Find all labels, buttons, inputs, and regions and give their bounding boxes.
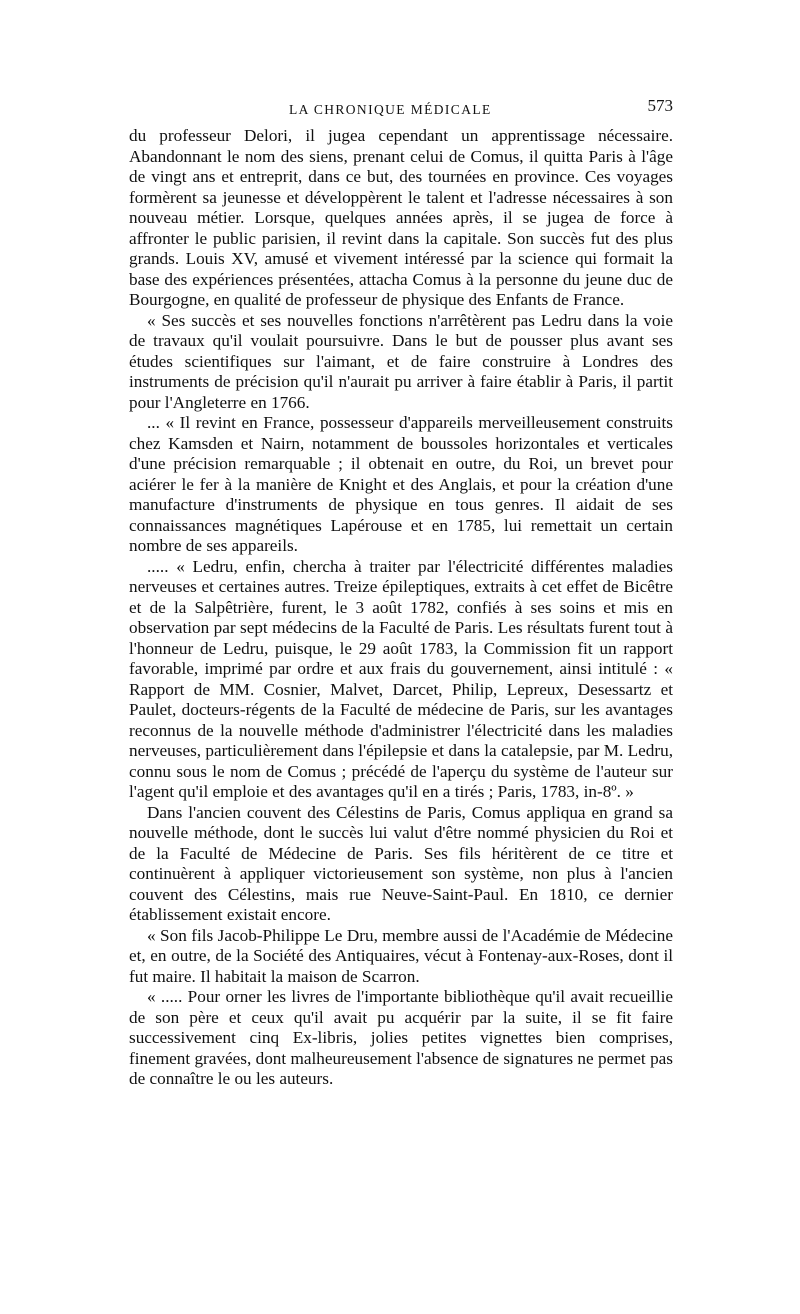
paragraph: Dans l'ancien couvent des Célestins de Paris, Comus appliqua en grand sa nouvelle méthode, dont le succès lui valut d'être nommé physicien du Roi et de la Faculté de Médecine de Paris. Ses fils héritèrent de ce titre et continuèrent à appliquer victorieusement son système, non plus à l'ancien couvent des Célestins, mais rue Neuve-Saint-Paul. En 1810, ce dernier établissement existait encore. bbox=[129, 802, 673, 924]
paragraph: ..... « Ledru, enfin, chercha à traiter par l'électricité différentes maladies nerveuses et certaines autres. Treize épileptiques, extraits à cet effet de Bicêtre et de la Salpêtrière, furent, le 3 août 1782, confiés à ses soins et mis en observation par sept médecins de la Faculté de Paris. Les résultats furent tout à l'honneur de Ledru, puisque, le 29 août 1783, la Commission fit un rapport favorable, imprimé par ordre et aux frais du gouvernement, ainsi intitulé : « Rapport de MM. Cosnier, Malvet, Darcet, Philip, Lepreux, Desessartz et Paulet, docteurs-régents de la Faculté de médecine de Paris, sur les avantages reconnus de la nouvelle méthode d'administrer l'électricité dans les maladies nerveuses, particulièrement dans l'épilepsie et dans la catalepsie, par M. Ledru, connu sous le nom de Comus ; précédé de l'aperçu du système de l'auteur sur l'agent qu'il emploie et des avantages qu'il en a tirés ; Paris, 1783, in-8º. » bbox=[129, 556, 673, 801]
paragraph: du professeur Delori, il jugea cependant un apprentissage nécessaire. Abandonnant le nom des siens, prenant celui de Comus, il quitta Paris à l'âge de vingt ans et entreprit, dans ce but, des tournées en province. Ces voyages formèrent sa jeunesse et développèrent le talent et l'adresse nécessaires à son nouveau métier. Lorsque, quelques années après, il se jugea de force à affronter le public parisien, il revint dans la capitale. Son succès fut des plus grands. Louis XV, amusé et vivement intéressé par la science qui formait la base des expériences présentées, attacha Comus à la personne du jeune duc de Bourgogne, en qualité de professeur de physique des Enfants de France. bbox=[129, 126, 673, 309]
paragraph: « Son fils Jacob-Philippe Le Dru, membre aussi de l'Académie de Médecine et, en outre, de la Société des Antiquaires, vécut à Fontenay-aux-Roses, dont il fut maire. Il habitait la maison de Scarron. bbox=[129, 925, 673, 986]
paragraph: « Ses succès et ses nouvelles fonctions n'arrêtèrent pas Ledru dans la voie de travaux qu'il voulait poursuivre. Dans le but de pousser plus avant ses études scientifiques sur l'aimant, et de faire construire à Londres des instruments de précision qu'il n'aurait pu arriver à faire établir à Paris, il partit pour l'Angleterre en 1766. bbox=[129, 310, 673, 412]
paragraph: ... « Il revint en France, possesseur d'appareils merveilleusement construits chez Kamsden et Nairn, notamment de boussoles horizontales et verticales d'une précision remarquable ; il obtenait en outre, du Roi, un brevet pour aciérer le fer à la manière de Knight et des Anglais, et pour la création d'une manufacture d'instruments de physique en tous genres. Il aidait de ses connaissances magnétiques Lapérouse et en 1785, lui remettait un certain nombre de ses appareils. bbox=[129, 413, 673, 555]
page-header bbox=[129, 96, 673, 126]
running-title: LA CHRONIQUE MÉDICALE bbox=[289, 102, 492, 117]
page-number: 573 bbox=[647, 96, 673, 115]
document-page bbox=[129, 96, 673, 1090]
paragraph: « ..... Pour orner les livres de l'importante bibliothèque qu'il avait recueillie de son père et ceux qu'il avait pu acquérir par la suite, il se fit faire successivement cinq Ex-libris, jolies petites vignettes bien comprises, finement gravées, dont malheureusement l'absence de signatures ne permet pas de connaître le ou les auteurs. bbox=[129, 987, 673, 1088]
body-text bbox=[129, 126, 673, 1090]
